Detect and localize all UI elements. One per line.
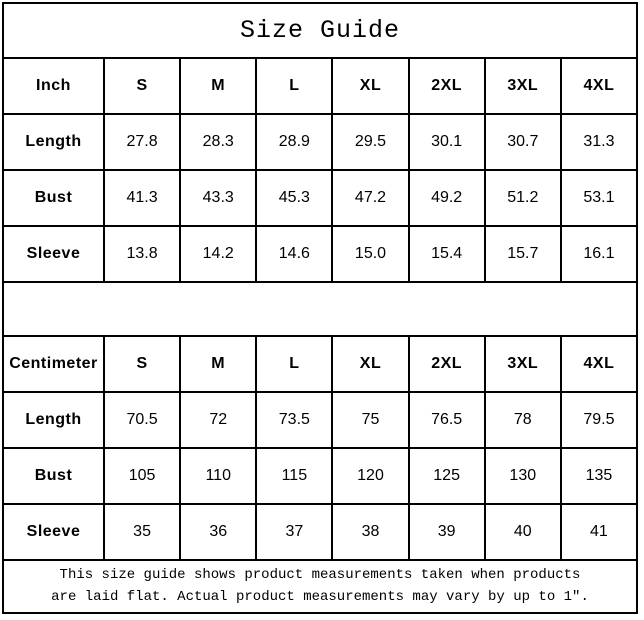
unit-header-centimeter: Centimeter xyxy=(3,336,104,392)
size-header: S xyxy=(104,58,180,114)
size-header: L xyxy=(256,336,332,392)
measurement-value: 41 xyxy=(561,504,637,560)
size-header: 3XL xyxy=(485,336,561,392)
measurement-value: 43.3 xyxy=(180,170,256,226)
measurement-value: 105 xyxy=(104,448,180,504)
measurement-value: 38 xyxy=(332,504,408,560)
measurement-label: Bust xyxy=(3,448,104,504)
size-guide-note-line1: This size guide shows product measurements taken when products xyxy=(59,566,581,583)
measurement-value: 45.3 xyxy=(256,170,332,226)
measurement-value: 28.9 xyxy=(256,114,332,170)
size-header: L xyxy=(256,58,332,114)
size-guide-title: Size Guide xyxy=(3,3,637,58)
measurement-value: 28.3 xyxy=(180,114,256,170)
measurement-value: 14.2 xyxy=(180,226,256,282)
table-row xyxy=(3,170,637,226)
measurement-label: Sleeve xyxy=(3,504,104,560)
measurement-value: 35 xyxy=(104,504,180,560)
measurement-value: 79.5 xyxy=(561,392,637,448)
measurement-value: 16.1 xyxy=(561,226,637,282)
measurement-label: Sleeve xyxy=(3,226,104,282)
measurement-value: 29.5 xyxy=(332,114,408,170)
measurement-value: 49.2 xyxy=(409,170,485,226)
measurement-value: 125 xyxy=(409,448,485,504)
size-header: XL xyxy=(332,336,408,392)
measurement-value: 15.0 xyxy=(332,226,408,282)
table-row xyxy=(3,504,637,560)
measurement-value: 135 xyxy=(561,448,637,504)
measurement-label: Bust xyxy=(3,170,104,226)
measurement-value: 15.7 xyxy=(485,226,561,282)
table-row xyxy=(3,448,637,504)
measurement-value: 47.2 xyxy=(332,170,408,226)
measurement-value: 37 xyxy=(256,504,332,560)
measurement-value: 27.8 xyxy=(104,114,180,170)
measurement-value: 39 xyxy=(409,504,485,560)
measurement-value: 78 xyxy=(485,392,561,448)
size-header: XL xyxy=(332,58,408,114)
size-header: 2XL xyxy=(409,58,485,114)
measurement-value: 36 xyxy=(180,504,256,560)
table-row xyxy=(3,114,637,170)
measurement-value: 41.3 xyxy=(104,170,180,226)
unit-header-inch: Inch xyxy=(3,58,104,114)
measurement-value: 110 xyxy=(180,448,256,504)
measurement-value: 14.6 xyxy=(256,226,332,282)
measurement-value: 75 xyxy=(332,392,408,448)
measurement-value: 70.5 xyxy=(104,392,180,448)
measurement-value: 30.7 xyxy=(485,114,561,170)
measurement-value: 51.2 xyxy=(485,170,561,226)
measurement-value: 40 xyxy=(485,504,561,560)
measurement-value: 13.8 xyxy=(104,226,180,282)
measurement-value: 53.1 xyxy=(561,170,637,226)
size-header: 4XL xyxy=(561,58,637,114)
size-header: 3XL xyxy=(485,58,561,114)
measurement-value: 15.4 xyxy=(409,226,485,282)
size-guide-note-line2: are laid flat. Actual product measurements may vary by up to 1″. xyxy=(51,588,589,605)
measurement-value: 120 xyxy=(332,448,408,504)
measurement-value: 72 xyxy=(180,392,256,448)
table-row xyxy=(3,226,637,282)
size-header: M xyxy=(180,58,256,114)
table-spacer xyxy=(3,282,637,336)
measurement-value: 130 xyxy=(485,448,561,504)
measurement-label: Length xyxy=(3,392,104,448)
size-guide-table xyxy=(2,2,638,614)
size-header: 4XL xyxy=(561,336,637,392)
size-header: M xyxy=(180,336,256,392)
centimeter-header-row xyxy=(3,336,637,392)
measurement-label: Length xyxy=(3,114,104,170)
measurement-value: 115 xyxy=(256,448,332,504)
size-guide-note xyxy=(3,560,637,613)
size-header: S xyxy=(104,336,180,392)
measurement-value: 76.5 xyxy=(409,392,485,448)
table-row xyxy=(3,392,637,448)
size-header: 2XL xyxy=(409,336,485,392)
measurement-value: 73.5 xyxy=(256,392,332,448)
measurement-value: 31.3 xyxy=(561,114,637,170)
inch-header-row xyxy=(3,58,637,114)
measurement-value: 30.1 xyxy=(409,114,485,170)
